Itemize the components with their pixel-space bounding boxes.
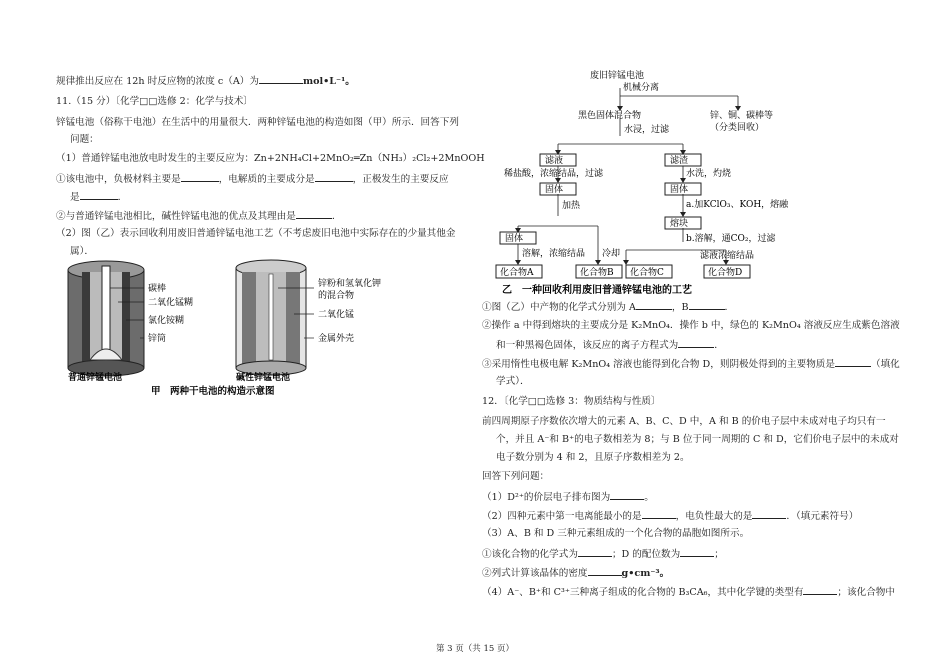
text: ，电负性最大的是 <box>675 511 753 522</box>
right-line-11 <box>482 490 654 504</box>
answer-blank[interactable] <box>835 357 871 367</box>
label-nh4cl-paste: 氯化铵糊 <box>148 316 185 326</box>
answer-blank[interactable] <box>689 300 725 310</box>
text: ，正极发生的主要反应 <box>352 174 449 185</box>
text-line-3: 问题： <box>70 134 99 145</box>
text: ． <box>714 340 724 351</box>
text-line-4: （1）普通锌锰电池放电时发生的主要反应为：Zn+2NH₄Cl+2MnO₂═Zn（NH₃）₂Cl₂+2MnOOH <box>56 153 485 164</box>
flow-compound-b: 化合物B <box>580 268 614 278</box>
recycling-flowchart-yi <box>478 66 798 298</box>
answer-blank[interactable] <box>315 172 353 182</box>
right-line-9: 电子数分别为 4 和 2，且原子序数相差为 2。 <box>496 452 690 463</box>
flow-compound-d: 化合物D <box>708 268 743 278</box>
text: （1）D²⁺的价层电子排布图为 <box>482 492 611 503</box>
text: （2）四种元素中第一电离能最小的是 <box>482 511 642 522</box>
label-common-battery: 普通锌锰电池 <box>68 373 123 383</box>
label-zn-koh-1: 锌粉和氢氧化钾 <box>318 279 382 289</box>
flow-dissolve: 溶解，浓缩结晶 <box>522 249 586 259</box>
text: ①图（乙）中产物的化学式分别为 A <box>482 302 636 313</box>
text: 。 <box>644 492 654 503</box>
flow-mech-separation: 机械分离 <box>623 83 660 93</box>
flow-metals-recycle: （分类回收） <box>710 123 765 133</box>
text-line-9: 属）． <box>70 246 94 257</box>
text: 是 <box>70 192 80 203</box>
right-line-14 <box>482 547 724 561</box>
text: （填化 <box>870 359 900 370</box>
text-line-7 <box>56 209 341 223</box>
label-zinc-can: 锌筒 <box>148 334 167 344</box>
text: ；D 的配位数为 <box>611 549 681 560</box>
figure-yi-caption: 乙 一种回收利用废旧普通锌锰电池的工艺 <box>502 285 692 296</box>
text: ，B <box>671 302 689 313</box>
text: ①该化合物的化学式为 <box>482 549 578 560</box>
right-line-5: 学式）． <box>496 376 530 387</box>
right-line-4 <box>482 357 900 371</box>
flow-waste-battery: 废旧锌锰电池 <box>590 71 645 81</box>
label-metal-shell: 金属外壳 <box>318 334 355 344</box>
text-line-0 <box>56 74 355 88</box>
unit-text: mol•L⁻¹。 <box>302 76 355 87</box>
text: ①该电池中，负极材料主要是 <box>56 174 181 185</box>
text: ． <box>331 211 342 222</box>
flow-solid-3: 固体 <box>505 234 524 244</box>
right-line-3 <box>496 338 724 352</box>
flow-step-heat: 加热 <box>562 201 581 211</box>
label-mno2: 二氧化锰 <box>318 310 355 320</box>
text: （4）A⁻、B⁺和 C³⁺三种离子组成的化合物的 B₃CA₆，其中化学键的类型有 <box>482 587 804 598</box>
answer-blank[interactable] <box>752 509 786 519</box>
right-line-12 <box>482 509 858 523</box>
text: ②与普通锌锰电池相比，碱性锌锰电池的优点及其理由是 <box>56 211 296 222</box>
flow-metals: 锌、铜、碳棒等 <box>710 111 774 121</box>
flow-residue: 滤渣 <box>670 156 689 166</box>
right-line-7: 前四周期原子序数依次增大的元素 A、B、C、D 中，A 和 B 的价电子层中未成对电子均只有一 <box>482 416 886 427</box>
text: ；该化合物中 <box>837 587 895 598</box>
flow-step-wash: 水洗，灼烧 <box>686 169 732 179</box>
label-zn-koh-2: 的混合物 <box>318 291 355 301</box>
flow-melt: 熔块 <box>670 219 689 229</box>
text: ． <box>117 192 128 203</box>
flow-cool: 冷却 <box>602 249 621 259</box>
answer-blank[interactable] <box>610 490 644 500</box>
text-line-8: （2）图（乙）表示回收利用废旧普通锌锰电池工艺（不考虑废旧电池中实际存在的少量其他金 <box>56 228 456 239</box>
right-line-16 <box>482 585 895 599</box>
answer-blank[interactable] <box>803 585 837 595</box>
text-line-2: 锌锰电池（俗称干电池）在生活中的用量很大．两种锌锰电池的构造如图（甲）所示．回答下列 <box>56 117 459 128</box>
answer-blank[interactable] <box>259 74 303 84</box>
right-line-8: 个，并且 A⁻和 B⁺的电子数相差为 8；与 B 位于同一周期的 C 和 D，它们价电子层中的未成对 <box>496 434 899 445</box>
answer-blank[interactable] <box>578 547 612 557</box>
label-alkaline-battery: 碱性锌锰电池 <box>236 373 291 383</box>
answer-blank[interactable] <box>181 172 219 182</box>
answer-blank[interactable] <box>296 209 332 219</box>
alkaline-battery-drawing <box>236 260 306 375</box>
battery-figure-jia <box>56 258 456 398</box>
flow-compound-a: 化合物A <box>500 268 534 278</box>
answer-blank[interactable] <box>588 566 622 576</box>
text-line-6 <box>70 190 127 204</box>
flow-black-mixture: 黑色固体混合物 <box>578 111 642 121</box>
right-line-1 <box>482 300 734 314</box>
text: ．（填元素符号） <box>786 511 859 522</box>
answer-blank[interactable] <box>680 547 714 557</box>
flow-step-a: a.加KClO₃、KOH，熔融 <box>686 200 789 210</box>
figure-jia-caption: 甲 两种干电池的构造示意图 <box>151 386 275 397</box>
right-line-13: （3）A、B 和 D 三种元素组成的一个化合物的晶胞如图所示。 <box>482 528 750 539</box>
text: 和一种黑褐色固体，该反应的离子方程式为 <box>496 340 679 351</box>
answer-blank[interactable] <box>678 338 714 348</box>
flow-water-filter: 水浸，过滤 <box>624 125 670 135</box>
flow-filtrate: 滤液 <box>545 156 564 166</box>
label-carbon-rod: 碳棒 <box>148 284 167 294</box>
answer-blank[interactable] <box>80 190 118 200</box>
text: 规律推出反应在 12h 时反应物的浓度 c（A）为 <box>56 76 259 87</box>
common-battery-drawing <box>68 261 144 376</box>
question-11-header: 11.（15 分）〔化学□□选修 2：化学与技术〕 <box>56 96 253 107</box>
answer-blank[interactable] <box>642 509 676 519</box>
question-12-header: 12．〔化学□□选修 3：物质结构与性质〕 <box>482 396 661 407</box>
flow-step-acid: 稀盐酸，浓缩结晶，过滤 <box>504 169 604 179</box>
right-line-10: 回答下列问题： <box>482 471 550 482</box>
label-mno2-paste: 二氧化锰糊 <box>148 298 194 308</box>
flow-compound-c: 化合物C <box>630 268 664 278</box>
text: ②列式计算该晶体的密度 <box>482 568 588 579</box>
answer-blank[interactable] <box>636 300 672 310</box>
flow-filtrate-2: 滤液浓缩结晶 <box>700 251 755 261</box>
text: ． <box>724 302 735 313</box>
flow-solid-2: 固体 <box>670 185 689 195</box>
flow-solid-1: 固体 <box>545 185 564 195</box>
flow-step-b: b.溶解，通CO₂，过滤 <box>686 234 776 244</box>
text-line-5 <box>56 172 449 186</box>
text: ，电解质的主要成分是 <box>218 174 315 185</box>
page-footer: 第 3 页（共 15 页） <box>435 644 515 654</box>
unit-text: g•cm⁻³。 <box>621 568 670 579</box>
right-line-15 <box>482 566 669 580</box>
text: ③采用惰性电极电解 K₂MnO₄ 溶液也能得到化合物 D，则阴极处得到的主要物质是 <box>482 359 835 370</box>
text: ； <box>714 549 724 560</box>
right-line-2: ②操作 a 中得到熔块的主要成分是 K₂MnO₄．操作 b 中，绿色的 K₂MnO₄ 溶液反应生成紫色溶液 <box>482 320 900 331</box>
